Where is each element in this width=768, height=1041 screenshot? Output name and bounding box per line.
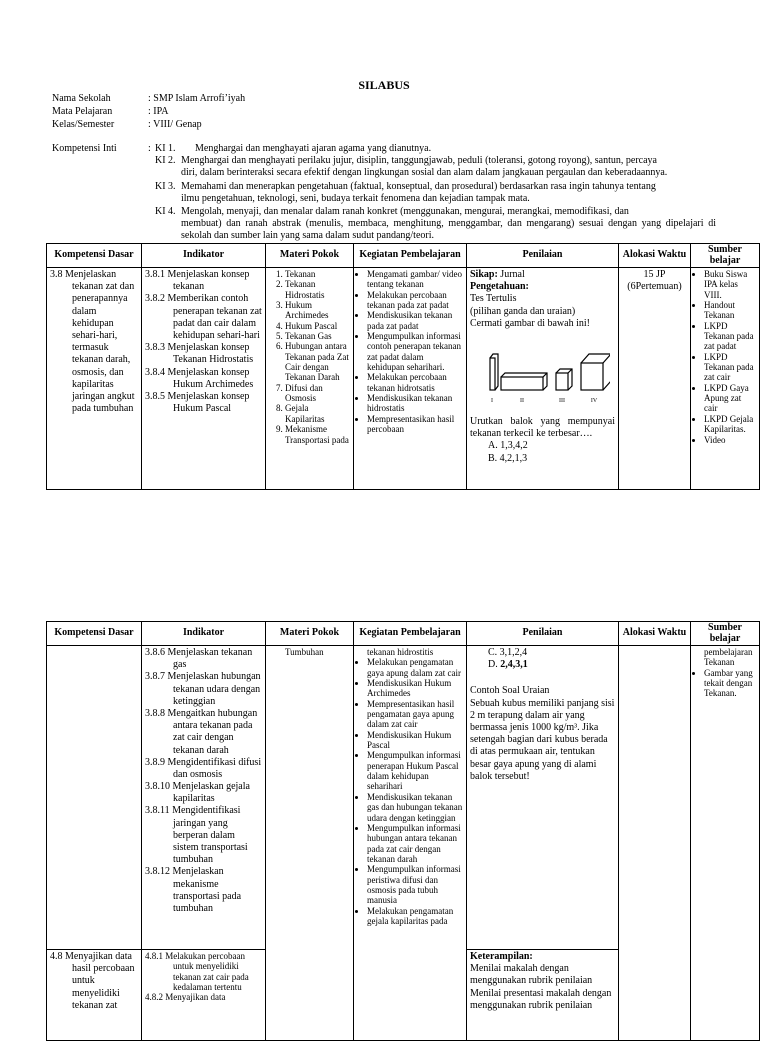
pengetahuan-label: Pengetahuan: bbox=[470, 281, 529, 293]
kegiatan-item: • Melakukan percobaan tekanan pada zat padat bbox=[367, 290, 463, 311]
uraian-title: Contoh Soal Uraian bbox=[470, 685, 550, 697]
ki-text-cont: membuat) dan ranah abstrak (menulis, membaca, menghitung, menggambar, dan mengarang) sesuai dengan yang dipelajari di sekolah dan sumber lain yang sama dalam sudut pandang/teori. bbox=[181, 218, 716, 242]
indikator-item: 4.8.2 Menyajikan data bbox=[145, 992, 226, 1003]
sumber-item: • LKPD Tekanan pada zat padat bbox=[704, 321, 756, 352]
keterampilan-label: Keterampilan: bbox=[470, 951, 533, 962]
cell-sumber bbox=[691, 646, 760, 1041]
sumber-item: • LKPD Gejala Kapilaritas. bbox=[704, 414, 756, 435]
header-kegiatan: Kegiatan Pembelajaran bbox=[354, 244, 467, 268]
penilaian-line: Cermati gambar di bawah ini! bbox=[470, 317, 590, 329]
option-d-answer: 2,4,3,1 bbox=[500, 659, 528, 671]
ki-text: Memahami dan menerapkan pengetahuan (faktual, konseptual, dan prosedural) berdasarkan rasa ingin tahunya tentang bbox=[181, 181, 656, 192]
sumber-item: • LKPD Tekanan pada zat cair bbox=[704, 352, 756, 383]
indikator-item: 3.8.1 Menjelaskan konsep tekanan bbox=[145, 269, 250, 293]
fig-label-1: I bbox=[491, 397, 493, 404]
keterampilan-line: Menilai presentasi makalah dengan menggunakan rubrik penilaian bbox=[470, 987, 612, 1011]
kegiatan-item: • Mengumpulkan informasi hubungan antara tekanan pada zat cair dengan tekanan darah bbox=[367, 823, 463, 864]
header-materi: Materi Pokok bbox=[266, 244, 354, 268]
cell-alokasi-empty bbox=[619, 646, 691, 1041]
fig-label-4: IV bbox=[590, 397, 598, 404]
header-penilaian: Penilaian bbox=[467, 622, 619, 646]
cell-keterampilan bbox=[467, 950, 619, 1041]
indikator-item: 3.8.10 Menjelaskan gejala kapilaritas bbox=[145, 781, 250, 805]
kegiatan-item: • Mengumpulkan informasi peristiwa difusi dan osmosis pada tubuh manusia bbox=[367, 864, 463, 905]
kd-text: 4.8 Menyajikan data hasil percobaan untuk menyelidiki tekanan zat bbox=[50, 951, 135, 1011]
cell-kd-48 bbox=[47, 950, 142, 1041]
ki-code: KI 4. bbox=[155, 206, 176, 217]
kegiatan-list bbox=[357, 269, 463, 435]
header-alokasi: Alokasi Waktu bbox=[619, 622, 691, 646]
option-c: C. 3,1,2,4 bbox=[488, 647, 528, 658]
block-4-edge bbox=[603, 354, 610, 363]
meta-label: Mata Pelajaran bbox=[52, 106, 113, 117]
indikator-item: 3.8.9 Mengidentifikasi difusi dan osmosis bbox=[145, 756, 262, 780]
cell-penilaian bbox=[467, 646, 619, 950]
materi-list bbox=[269, 269, 350, 445]
ki-text-cont: ilmu pengetahuan, teknologi, seni, budaya terkait fenomena dan kejadian tampak mata. bbox=[181, 193, 530, 205]
header-indikator: Indikator bbox=[142, 622, 266, 646]
indikator-item: 3.8.3 Menjelaskan konsep Tekanan Hidrostatis bbox=[145, 342, 254, 366]
meta-value: : SMP Islam Arrofi’iyah bbox=[148, 93, 246, 104]
kd-text: 3.8 Menjelaskan tekanan zat dan penerapannya dalam kehidupan sehari-hari, termasuk tekanan darah, osmosis, dan kapilaritas jaringan angkut pada tumbuhan bbox=[50, 269, 135, 415]
kegiatan-item: • Mengumpulkan informasi contoh penerapan tekanan zat padat dalam kehidupan seharihari. bbox=[367, 331, 463, 372]
cell-kegiatan bbox=[354, 268, 467, 490]
ki-code: KI 3. bbox=[155, 181, 176, 192]
fig-label-3: III bbox=[559, 397, 565, 404]
header-kd: Kompetensi Dasar bbox=[47, 244, 142, 268]
header-kd: Kompetensi Dasar bbox=[47, 622, 142, 646]
materi-item: 4. Hukum Pascal bbox=[285, 321, 350, 331]
header-alokasi: Alokasi Waktu bbox=[619, 244, 691, 268]
ki-colon: : bbox=[148, 143, 151, 154]
cell-kegiatan bbox=[354, 646, 467, 1041]
ki-code: KI 2. bbox=[155, 155, 176, 166]
materi-item: 6. Hubungan antara Tekanan pada Zat Cair dengan Tekanan Darah bbox=[285, 341, 350, 382]
indikator-item: 4.8.1 Melakukan percobaan untuk menyelidiki tekanan zat cair pada kedalaman tertentu bbox=[145, 951, 249, 993]
penilaian-line: (pilihan ganda dan uraian) bbox=[470, 305, 576, 317]
sumber-item: • Handout Tekanan bbox=[704, 300, 756, 321]
kegiatan-item: • Mempresentasikan hasil percobaan bbox=[367, 414, 463, 435]
meta-value: : VIII/ Genap bbox=[148, 119, 202, 130]
option-a: A. 1,3,4,2 bbox=[488, 440, 528, 452]
kegiatan-item: • Mengumpulkan informasi penerapan Hukum Pascal dalam kehidupan seharihari bbox=[367, 750, 463, 791]
kegiatan-list bbox=[357, 657, 463, 926]
cell-alokasi bbox=[619, 268, 691, 490]
indikator-item: 3.8.6 Menjelaskan tekanan gas bbox=[145, 647, 253, 671]
block-2-depth bbox=[501, 373, 547, 390]
meta-school bbox=[52, 93, 245, 105]
alokasi-jp: 15 JP bbox=[643, 269, 666, 280]
kegiatan-item: • Melakukan pengamatan gejala kapilaritas pada bbox=[367, 906, 463, 927]
cell-indikator bbox=[142, 268, 266, 490]
materi-item: 5. Tekanan Gas bbox=[285, 331, 350, 341]
ki-text-cont: diri, dalam berinteraksi secara efektif dengan lingkungan sosial dan alam dalam jangkauan pergaulan dan keberadaannya. bbox=[181, 167, 668, 179]
header-materi: Materi Pokok bbox=[266, 622, 354, 646]
kegiatan-item: • Melakukan percobaan tekanan hidrotsatis bbox=[367, 372, 463, 393]
ki-text: Menghargai dan menghayati perilaku jujur, disiplin, tanggungjawab, peduli (toleransi, gotong royong), santun, percaya bbox=[181, 155, 657, 166]
meta-label: Nama Sekolah bbox=[52, 93, 111, 104]
cell-materi bbox=[266, 268, 354, 490]
option-d-letter: D. bbox=[488, 659, 501, 671]
meta-class bbox=[52, 119, 202, 131]
meta-label: Kelas/Semester bbox=[52, 119, 115, 130]
cell-kd bbox=[47, 268, 142, 490]
kegiatan-item: • Mendiskusikan Hukum Archimedes bbox=[367, 678, 463, 699]
option-b: B. 4,2,1,3 bbox=[488, 452, 528, 464]
indikator-item: 3.8.4 Menjelaskan konsep Hukum Archimedes bbox=[145, 366, 254, 390]
indikator-item: 3.8.8 Mengaitkan hubungan antara tekanan pada zat cair dengan tekanan darah bbox=[145, 707, 258, 756]
materi-item: 8. Gejala Kapilaritas bbox=[285, 403, 350, 424]
header-sumber: Sumber belajar bbox=[691, 244, 760, 268]
page-title: SILABUS bbox=[358, 78, 410, 92]
sumber-list bbox=[694, 668, 756, 699]
indikator-item: 3.8.11 Mengidentifikasi jaringan yang berperan dalam sistem transportasi tumbuhan bbox=[145, 805, 248, 866]
sumber-cont: pembelajaran Tekanan bbox=[704, 647, 753, 668]
kegiatan-item: • Mendiskusikan tekanan hidrostatis bbox=[367, 393, 463, 414]
header-sumber: Sumber belajar bbox=[691, 622, 760, 646]
block-1 bbox=[490, 358, 495, 390]
materi-item: 2. Tekanan Hidrostatis bbox=[285, 279, 350, 300]
fig-label-2: II bbox=[520, 397, 524, 404]
materi-item: 3. Hukum Archimedes bbox=[285, 300, 350, 321]
block-1-depth bbox=[490, 354, 498, 390]
uraian-question: Sebuah kubus memiliki panjang sisi 2 m terapung dalam air yang bermassa jenis 1000 kg/m³. Jika setengah bagian dari kubus berada di atas permukaan air, tentukan besar gaya apung yang di alami balok tersebut! bbox=[470, 697, 615, 782]
cell-indikator bbox=[142, 646, 266, 950]
header-indikator: Indikator bbox=[142, 244, 266, 268]
kegiatan-item: • Mempresentasikan hasil pengamatan gaya apung dalam zat cair bbox=[367, 699, 463, 730]
blocks-figure bbox=[470, 346, 610, 416]
ki-heading bbox=[52, 143, 151, 155]
option-d bbox=[470, 659, 615, 671]
header-penilaian: Penilaian bbox=[467, 244, 619, 268]
block-3 bbox=[556, 373, 568, 390]
sumber-item: • Video bbox=[704, 435, 756, 445]
indikator-item: 3.8.12 Menjelaskan mekanisme transportasi pada tumbuhan bbox=[145, 866, 242, 914]
sumber-item: • LKPD Gaya Apung zat cair bbox=[704, 383, 756, 414]
indikator-item: 3.8.5 Menjelaskan konsep Hukum Pascal bbox=[145, 390, 250, 415]
sumber-item: • Gambar yang tekait dengan Tekanan. bbox=[704, 668, 756, 699]
ki-4 bbox=[155, 206, 716, 243]
penilaian-question: Urutkan balok yang mempunyai tekanan terkecil ke terbesar…. bbox=[470, 415, 615, 440]
materi-item: 7. Difusi dan Osmosis bbox=[285, 383, 350, 404]
materi-item: 1. Tekanan bbox=[285, 269, 350, 279]
ki-2 bbox=[155, 155, 716, 179]
cell-sumber bbox=[691, 268, 760, 490]
cell-penilaian bbox=[467, 268, 619, 490]
meta-subject bbox=[52, 106, 168, 118]
syllabus-table-2 bbox=[46, 621, 760, 1041]
cell-materi bbox=[266, 646, 354, 1041]
kegiatan-item: • Mengamati gambar/ video tentang tekanan bbox=[367, 269, 463, 290]
block-4 bbox=[581, 363, 603, 390]
header-kegiatan: Kegiatan Pembelajaran bbox=[354, 622, 467, 646]
kegiatan-cont: tekanan hidrostitis bbox=[367, 647, 434, 657]
ki-text: Menghargai dan menghayati ajaran agama yang dianutnya. bbox=[195, 143, 432, 154]
cell-indikator-48 bbox=[142, 950, 266, 1041]
ki-3 bbox=[155, 181, 716, 205]
materi-cont: Tumbuhan bbox=[285, 647, 324, 657]
kegiatan-item: • Mendiskusikan tekanan pada zat padat bbox=[367, 310, 463, 331]
ki-label: Kompetensi Inti bbox=[52, 143, 117, 154]
syllabus-table-1 bbox=[46, 243, 760, 490]
alokasi-pertemuan: (6Pertemuan) bbox=[627, 281, 682, 293]
materi-item: 9. Mekanisme Transportasi pada bbox=[285, 424, 350, 445]
kegiatan-item: • Melakukan pengamatan gaya apung dalam zat cair bbox=[367, 657, 463, 678]
ki-1 bbox=[155, 143, 721, 155]
sumber-item: • Buku Siswa IPA kelas VIII. bbox=[704, 269, 756, 300]
sumber-list bbox=[694, 269, 756, 445]
cell-kd-empty bbox=[47, 646, 142, 950]
sikap-value: Jurnal bbox=[497, 269, 525, 280]
kegiatan-item: • Mendiskusikan tekanan gas dan hubungan tekanan udara dengan ketinggian bbox=[367, 792, 463, 823]
penilaian-line: Tes Tertulis bbox=[470, 293, 517, 305]
ki-text: Mengolah, menyaji, dan menalar dalam ranah konkret (menggunakan, mengurai, merangkai, memodifikasi, dan bbox=[181, 206, 629, 217]
meta-value: : IPA bbox=[148, 106, 169, 117]
indikator-item: 3.8.2 Memberikan contoh penerapan tekanan zat padat dan cair dalam kehidupan sehari-hari bbox=[145, 293, 262, 341]
ki-code: KI 1. bbox=[155, 143, 176, 154]
kegiatan-item: • Mendiskusikan Hukum Pascal bbox=[367, 730, 463, 751]
keterampilan-line: Menilai makalah dengan menggunakan rubrik penilaian bbox=[470, 963, 593, 987]
block-2 bbox=[501, 377, 543, 390]
sikap-label: Sikap: bbox=[470, 269, 498, 280]
indikator-item: 3.8.7 Menjelaskan hubungan tekanan udara dengan ketinggian bbox=[145, 671, 261, 707]
